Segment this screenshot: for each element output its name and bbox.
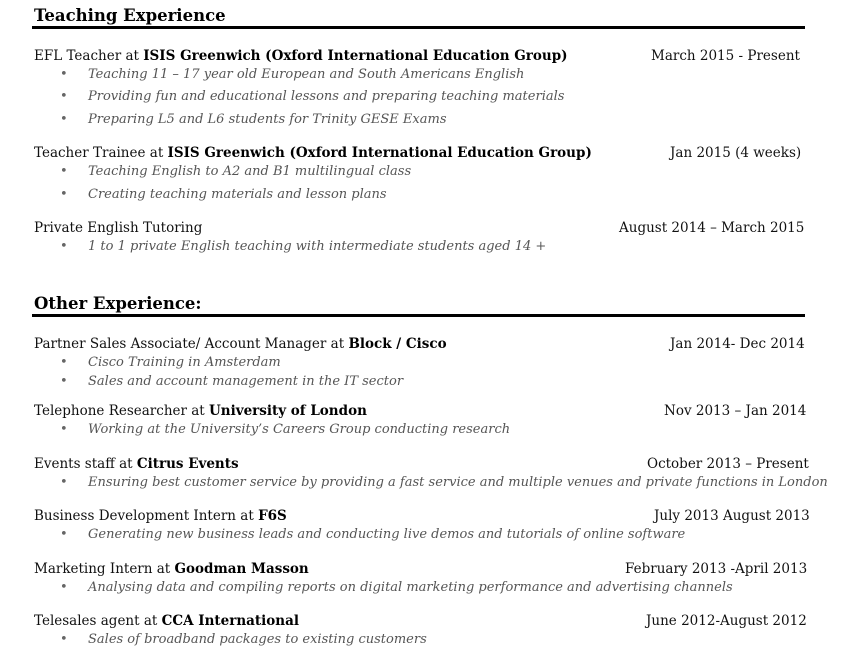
list-item: • Working at the University’s Careers Group conducting research bbox=[60, 422, 511, 437]
job-title: Business Development Intern at F6S bbox=[34, 508, 287, 524]
job-date: October 2013 – Present bbox=[647, 456, 809, 472]
job-date: Jan 2015 (4 weeks) bbox=[670, 145, 802, 161]
job-title: EFL Teacher at ISIS Greenwich (Oxford International Education Group) bbox=[34, 48, 568, 64]
job-title: Marketing Intern at Goodman Masson bbox=[34, 561, 309, 577]
teaching-experience-heading: Teaching Experience bbox=[34, 6, 226, 25]
list-item: • Sales and account management in the IT sector bbox=[60, 374, 404, 389]
other-experience-heading: Other Experience: bbox=[34, 294, 202, 313]
list-item: • Ensuring best customer service by providing a fast service and multiple venues and private functions in London bbox=[60, 475, 828, 490]
job-date: Nov 2013 – Jan 2014 bbox=[664, 403, 807, 419]
list-item: • Generating new business leads and conducting live demos and tutorials of online software bbox=[60, 527, 686, 542]
list-item: • Preparing L5 and L6 students for Trinity GESE Exams bbox=[60, 112, 447, 127]
list-item: • Cisco Training in Amsterdam bbox=[60, 355, 281, 370]
job-title: Telephone Researcher at University of London bbox=[34, 403, 367, 419]
job-date: February 2013 -April 2013 bbox=[625, 561, 808, 577]
job-title: Events staff at Citrus Events bbox=[34, 456, 239, 472]
list-item: • Teaching English to A2 and B1 multilingual class bbox=[60, 164, 412, 179]
job-date: August 2014 – March 2015 bbox=[619, 220, 805, 236]
job-date: July 2013 August 2013 bbox=[654, 508, 810, 524]
section-divider bbox=[32, 26, 805, 29]
job-title: Partner Sales Associate/ Account Manager at Block / Cisco bbox=[34, 336, 447, 352]
list-item: • Teaching 11 – 17 year old European and South Americans English bbox=[60, 67, 525, 82]
list-item: • Creating teaching materials and lesson plans bbox=[60, 187, 387, 202]
job-date: June 2012-August 2012 bbox=[646, 613, 807, 629]
list-item: • Analysing data and compiling reports on digital marketing performance and advertising channels bbox=[60, 580, 733, 595]
job-title: Telesales agent at CCA International bbox=[34, 613, 299, 629]
list-item: • Providing fun and educational lessons and preparing teaching materials bbox=[60, 89, 565, 104]
list-item: • Sales of broadband packages to existing customers bbox=[60, 632, 427, 647]
list-item: • 1 to 1 private English teaching with intermediate students aged 14 + bbox=[60, 239, 547, 254]
job-date: March 2015 - Present bbox=[651, 48, 800, 64]
job-title: Private English Tutoring bbox=[34, 220, 203, 236]
job-title: Teacher Trainee at ISIS Greenwich (Oxford International Education Group) bbox=[34, 145, 592, 161]
job-date: Jan 2014- Dec 2014 bbox=[670, 336, 805, 352]
section-divider bbox=[32, 314, 805, 317]
